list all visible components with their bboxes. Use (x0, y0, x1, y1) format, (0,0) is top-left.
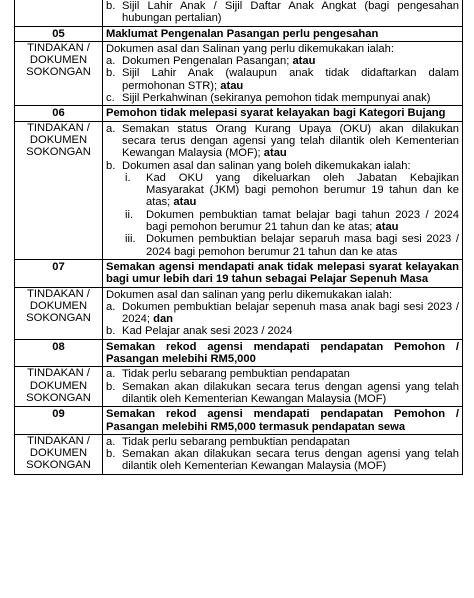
list-item: a. Semakan status Orang Kurang Upaya (OKU) akan dilakukan secara terus dengan agensi yang telah dilantik oleh Kementerian Kewangan Malaysia (MOF); atau (106, 122, 459, 160)
section-header-row (15, 26, 463, 41)
section-number: 07 (15, 259, 103, 287)
content-cell (103, 41, 463, 105)
list-item: b. Semakan akan dilakukan secara terus dengan agensi yang telah dilantik oleh Kementerian Kewangan Malaysia (MOF) (106, 448, 459, 473)
list-item: a. Dokumen pembuktian belajar sepenuh masa anak bagi sesi 2023 / 2024; dan (106, 300, 459, 326)
section-body-row (15, 434, 463, 474)
section-title: Semakan rekod agensi mendapati pendapatan Pemohon / Pasangan melebihi RM5,000 termasuk pendapatan sewa (103, 407, 463, 435)
section-body-row (15, 121, 463, 259)
table-row-continued (15, 0, 463, 26)
section-body-row (15, 41, 463, 105)
sub-list-item: ii. Dokumen pembuktian tamat belajar bagi tahun 2023 / 2024 bagi pemohon berumur 21 tahun dan ke atas; atau (125, 208, 459, 234)
list-item: c. Sijil Perkahwinan (sekiranya pemohon tidak mempunyai anak) (106, 92, 431, 105)
section-title: Pemohon tidak melepasi syarat kelayakan bagi Kategori Bujang (103, 106, 463, 121)
section-body-row (15, 367, 463, 407)
label-cell: TINDAKAN / DOKUMEN SOKONGAN (15, 41, 103, 105)
list-item: b. Kad Pelajar anak sesi 2023 / 2024 (106, 325, 293, 338)
list-item: b. Sijil Lahir Anak / Sijil Daftar Anak Angkat (bagi pengesahan hubungan pertalian) (106, 0, 459, 25)
section-header-row (15, 106, 463, 121)
label-cell: TINDAKAN / DOKUMEN SOKONGAN (15, 121, 103, 259)
section-title: Semakan rekod agensi mendapati pendapatan Pemohon / Pasangan melebihi RM5,000 (103, 339, 463, 367)
content-cell (103, 367, 463, 407)
section-number: 09 (15, 407, 103, 435)
section-title: Maklumat Pengenalan Pasangan perlu pengesahan (103, 26, 463, 41)
intro-text: Dokumen asal dan Salinan yang perlu dikemukakan ialah: (106, 42, 394, 55)
section-header-row (15, 259, 463, 287)
section-header-row (15, 407, 463, 435)
list-item: b. Sijil Lahir Anak (walaupun anak tidak didaftarkan dalam permohonan STR); atau (106, 67, 459, 92)
label-cell: TINDAKAN / DOKUMEN SOKONGAN (15, 287, 103, 339)
section-number: 05 (15, 26, 103, 41)
sub-list-item: i. Kad OKU yang dikeluarkan oleh Jabatan Kebajikan Masyarakat (JKM) bagi pemohon berumur 19 tahun dan ke atas; atau (125, 171, 459, 209)
label-cell-empty (15, 0, 103, 26)
intro-text: Dokumen asal dan salinan yang perlu dikemukakan ialah: (106, 288, 393, 301)
section-header-row (15, 339, 463, 367)
section-number: 06 (15, 106, 103, 121)
list-item: b. Semakan akan dilakukan secara terus dengan agensi yang telah dilantik oleh Kementerian Kewangan Malaysia (MOF) (106, 380, 459, 405)
content-cell (103, 287, 463, 339)
section-title: Semakan agensi mendapati anak tidak melepasi syarat kelayakan bagi umur lebih dari 19 tahun sebagai Pelajar Sepenuh Masa (103, 259, 463, 287)
content-cell (103, 121, 463, 259)
label-cell: TINDAKAN / DOKUMEN SOKONGAN (15, 367, 103, 407)
list-item: a. Tidak perlu sebarang pembuktian pendapatan (106, 368, 350, 381)
list-item: b. Dokumen asal dan salinan yang boleh dikemukakan ialah: (106, 159, 411, 172)
requirements-table (14, 0, 463, 475)
sub-list-item: iii. Dokumen pembuktian belajar separuh masa bagi sesi 2023 / 2024 bagi pemohon berumur 21 tahun dan ke atas (125, 233, 459, 258)
list-item: a. Dokumen Pengenalan Pasangan; atau (106, 55, 316, 68)
section-number: 08 (15, 339, 103, 367)
list-item: a. Tidak perlu sebarang pembuktian pendapatan (106, 435, 350, 448)
section-body-row (15, 287, 463, 339)
content-cell (103, 0, 463, 26)
content-cell (103, 434, 463, 474)
label-cell: TINDAKAN / DOKUMEN SOKONGAN (15, 434, 103, 474)
